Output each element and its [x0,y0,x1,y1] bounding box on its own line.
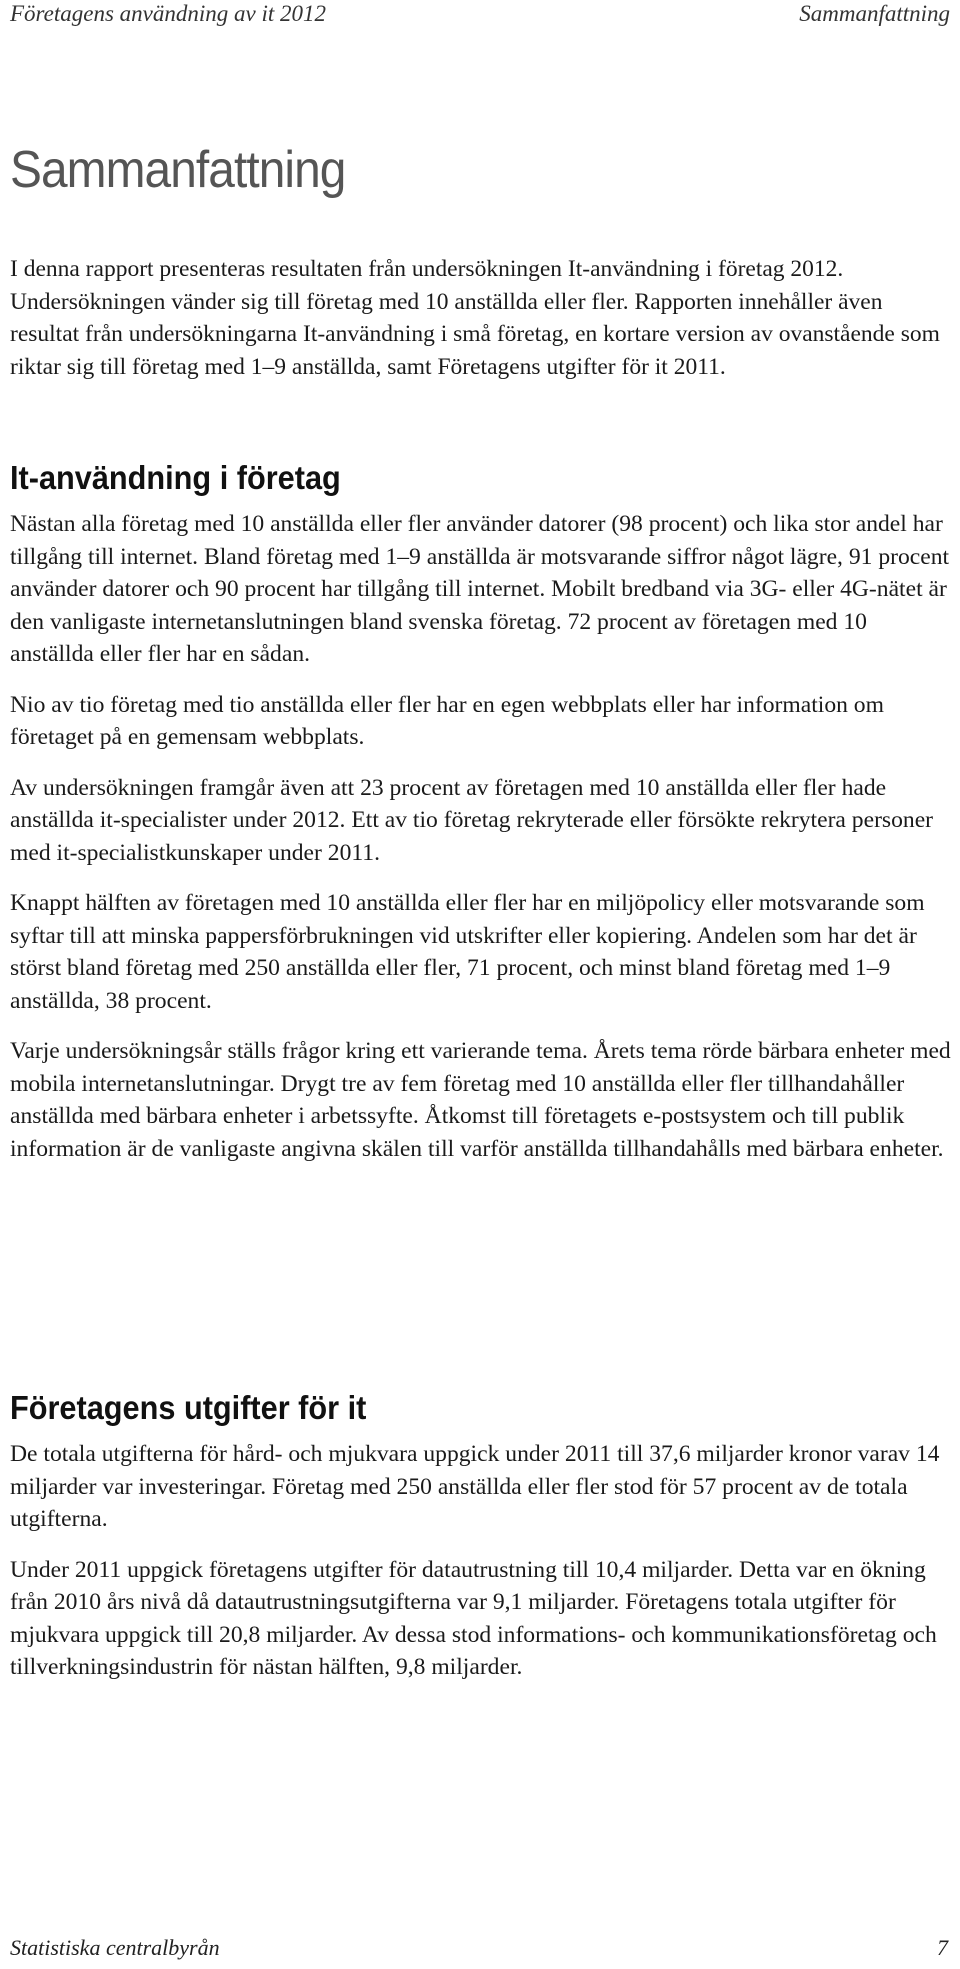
paragraph: Knappt hälften av företagen med 10 anställda eller fler har en miljöpolicy eller motsvarande som syftar till att minska pappersförbrukningen vid utskrifter eller kopiering. Andelen som har det är störst bland företag med 250 anställda eller fler, 71 procent, och minst bland företag med 1–9 anställda, 38 procent. [10,890,925,1014]
footer-publisher: Statistiska centralbyrån [10,1935,220,1960]
section-it-expenses [10,1388,955,1684]
paragraph: Nästan alla företag med 10 anställda eller fler använder datorer (98 procent) och lika stor andel har tillgång till internet. Bland företag med 1–9 anställda är motsvarande siffror något lägre, 91 procent använder datorer och 90 procent har tillgång till internet. Mobilt bredband via 3G- eller 4G-nätet är den vanligaste internetanslutningen bland svenska företag. 72 procent av företagen med 10 anställda eller fler har en sådan. [10,511,950,667]
paragraph: Av undersökningen framgår även att 23 procent av företagen med 10 anställda eller fler hade anställda it-specialister under 2012. Ett av tio företag rekryterade eller försökte rekrytera personer med it-specialistkunskaper under 2011. [10,774,934,866]
page-number: 7 [937,1935,948,1960]
paragraph: Varje undersökningsår ställs frågor kring ett varierande tema. Årets tema rörde bärbara enheter med mobila internetanslutningar. Drygt tre av fem företag med 10 anställda eller fler tillhandahåller anställda med bärbara enheter i arbetssyfte. Åtkomst till företagets e-postsystem och till publik information är de vanligaste angivna skälen till varför anställda tillhandahålls med bärbara enheter. [10,1038,951,1162]
running-header [10,0,950,28]
paragraph: De totala utgifterna för hård- och mjukvara uppgick under 2011 till 37,6 miljarder kronor varav 14 miljarder var investeringar. Företag med 250 anställda eller fler stod för 57 procent av de totala utgifterna. [10,1441,940,1532]
page-title: Sammanfattning [10,141,346,199]
header-section-title: Sammanfattning [799,1,950,26]
section-heading-it-expenses: Företagens utgifter för it [10,1389,367,1426]
section-it-use [10,458,955,1165]
section-heading-it-use: It-användning i företag [10,459,341,496]
page-footer [10,1935,948,1961]
paragraph: Nio av tio företag med tio anställda eller fler har en egen webbplats eller har information om företaget på en gemensam webbplats. [10,691,884,750]
intro-paragraph: I denna rapport presenteras resultaten från undersökningen It-användning i företag 2012. Undersökningen vänder sig till företag med 10 anställda eller fler. Rapporten innehåller även resultat från undersökningarna It-användning i små företag, en kortare version av ovanstående som riktar sig till företag med 1–9 anställda, samt Företagens utgifter för it 2011. [10,256,940,380]
paragraph: Under 2011 uppgick företagens utgifter för datautrustning till 10,4 miljarder. Detta var en ökning från 2010 års nivå då datautrustningsutgifterna var 9,1 miljarder. Företagens totala utgifter för mjukvara uppgick till 20,8 miljarder. Av dessa stod informations- och kommunikationsföretag och tillverkningsindustrin för nästan hälften, 9,8 miljarder. [10,1556,937,1680]
header-document-title: Företagens användning av it 2012 [10,1,326,26]
